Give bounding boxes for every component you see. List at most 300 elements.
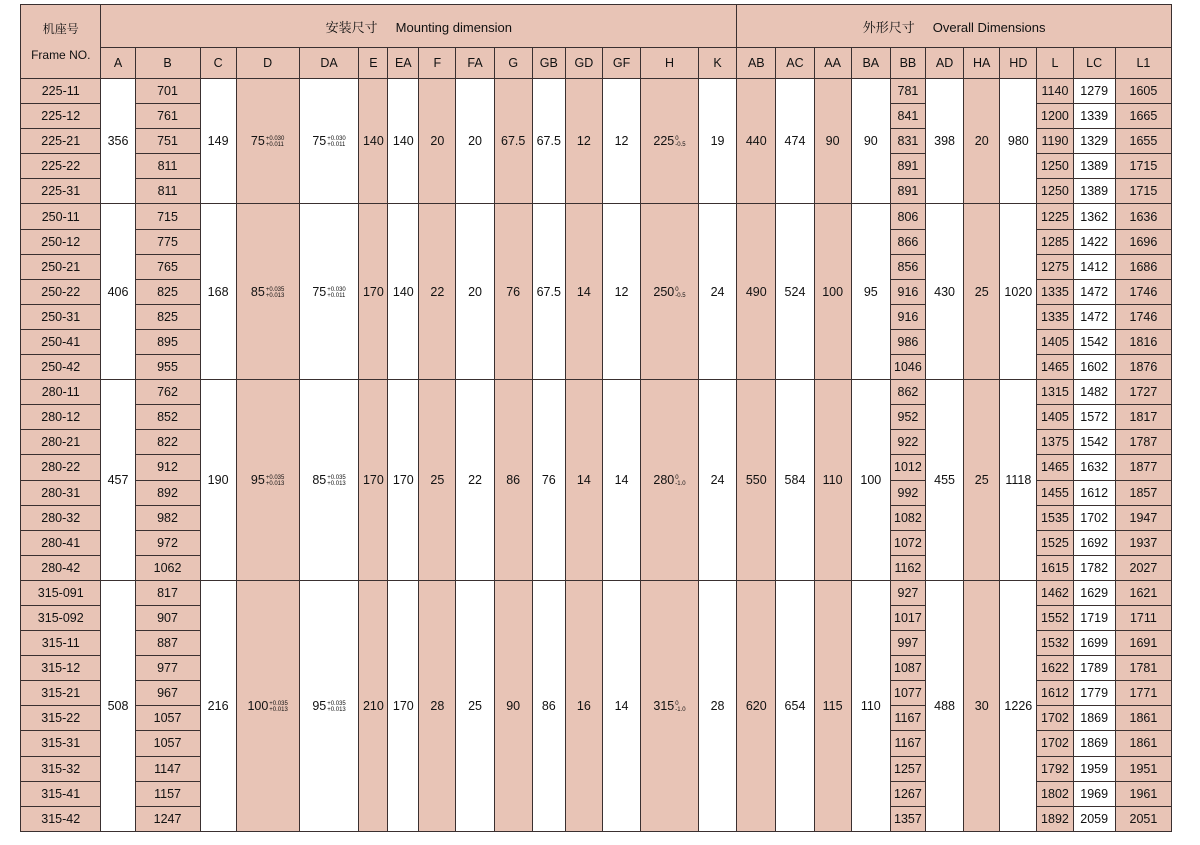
cell-bb: 1267 bbox=[890, 781, 925, 806]
cell-l: 1250 bbox=[1037, 154, 1073, 179]
frame-header bbox=[21, 5, 101, 79]
column-header: LC bbox=[1073, 48, 1115, 79]
cell-g: 76 bbox=[494, 204, 532, 380]
cell-h bbox=[641, 380, 699, 581]
cell-l: 1315 bbox=[1037, 380, 1073, 405]
cell-b: 762 bbox=[135, 380, 200, 405]
column-header: FA bbox=[456, 48, 494, 79]
cell-l1: 1961 bbox=[1115, 781, 1171, 806]
tolerance-upper: +0.035 bbox=[265, 286, 285, 293]
cell-b: 701 bbox=[135, 79, 200, 104]
cell-l1: 1771 bbox=[1115, 681, 1171, 706]
cell-lc: 1629 bbox=[1073, 580, 1115, 605]
frame-number-cell: 315-31 bbox=[21, 731, 101, 756]
cell-value: 95 bbox=[312, 698, 327, 713]
cell-b: 811 bbox=[135, 154, 200, 179]
cell-bb: 1017 bbox=[890, 605, 925, 630]
overall-dimension-header bbox=[737, 5, 1172, 48]
overall-header-en: Overall Dimensions bbox=[932, 19, 1046, 35]
cell-g: 90 bbox=[494, 580, 532, 831]
cell-lc: 1472 bbox=[1073, 304, 1115, 329]
cell-l: 1335 bbox=[1037, 304, 1073, 329]
mounting-dimension-header bbox=[101, 5, 737, 48]
dimension-table-body bbox=[21, 79, 1172, 832]
cell-ac: 474 bbox=[776, 79, 814, 204]
cell-hd: 980 bbox=[1000, 79, 1037, 204]
mounting-header-en: Mounting dimension bbox=[395, 19, 513, 35]
cell-gf: 12 bbox=[602, 204, 640, 380]
tolerance bbox=[327, 701, 346, 713]
tolerance bbox=[266, 136, 285, 148]
cell-hd: 1118 bbox=[1000, 380, 1037, 581]
frame-number-cell: 250-12 bbox=[21, 229, 101, 254]
column-header: AA bbox=[814, 48, 851, 79]
tolerance-upper: 0 bbox=[675, 474, 679, 481]
frame-number-cell: 280-31 bbox=[21, 480, 101, 505]
cell-gf: 14 bbox=[602, 580, 640, 831]
cell-da bbox=[299, 79, 359, 204]
cell-b: 775 bbox=[135, 229, 200, 254]
cell-l1: 1636 bbox=[1115, 204, 1171, 229]
cell-lc: 1789 bbox=[1073, 656, 1115, 681]
frame-number-cell: 315-092 bbox=[21, 605, 101, 630]
cell-b: 1062 bbox=[135, 555, 200, 580]
tolerance-upper: 0 bbox=[675, 700, 679, 707]
cell-lc: 1959 bbox=[1073, 756, 1115, 781]
cell-value: 250 bbox=[653, 284, 675, 299]
tolerance bbox=[327, 475, 346, 487]
frame-number-cell: 225-22 bbox=[21, 154, 101, 179]
frame-number-cell: 315-12 bbox=[21, 656, 101, 681]
cell-b: 1147 bbox=[135, 756, 200, 781]
cell-g: 86 bbox=[494, 380, 532, 581]
cell-l1: 1861 bbox=[1115, 706, 1171, 731]
cell-a: 356 bbox=[101, 79, 135, 204]
cell-lc: 1969 bbox=[1073, 781, 1115, 806]
cell-l1: 1746 bbox=[1115, 304, 1171, 329]
tolerance bbox=[269, 701, 288, 713]
cell-l1: 1746 bbox=[1115, 279, 1171, 304]
cell-l: 1275 bbox=[1037, 254, 1073, 279]
cell-lc: 1612 bbox=[1073, 480, 1115, 505]
cell-lc: 1692 bbox=[1073, 530, 1115, 555]
tolerance-upper: +0.035 bbox=[265, 474, 285, 481]
cell-l1: 1857 bbox=[1115, 480, 1171, 505]
cell-l1: 1817 bbox=[1115, 405, 1171, 430]
cell-ac: 584 bbox=[776, 380, 814, 581]
cell-gb: 86 bbox=[532, 580, 565, 831]
cell-lc: 1702 bbox=[1073, 505, 1115, 530]
cell-b: 825 bbox=[135, 279, 200, 304]
cell-da bbox=[299, 580, 359, 831]
cell-ad: 488 bbox=[925, 580, 963, 831]
cell-ha: 30 bbox=[964, 580, 1000, 831]
cell-ab: 550 bbox=[737, 380, 776, 581]
cell-l1: 1696 bbox=[1115, 229, 1171, 254]
cell-bb: 891 bbox=[890, 179, 925, 204]
cell-k: 28 bbox=[698, 580, 736, 831]
cell-l1: 1876 bbox=[1115, 355, 1171, 380]
cell-ea: 170 bbox=[388, 380, 419, 581]
cell-aa: 100 bbox=[814, 204, 851, 380]
cell-lc: 1279 bbox=[1073, 79, 1115, 104]
cell-b: 955 bbox=[135, 355, 200, 380]
tolerance bbox=[266, 287, 285, 299]
cell-ha: 25 bbox=[964, 380, 1000, 581]
frame-header-cn: 机座号 bbox=[42, 21, 79, 36]
cell-lc: 1602 bbox=[1073, 355, 1115, 380]
cell-l1: 1605 bbox=[1115, 79, 1171, 104]
tolerance bbox=[266, 475, 285, 487]
cell-aa: 115 bbox=[814, 580, 851, 831]
cell-l1: 1951 bbox=[1115, 756, 1171, 781]
cell-bb: 1072 bbox=[890, 530, 925, 555]
cell-d bbox=[236, 204, 299, 380]
frame-number-cell: 280-22 bbox=[21, 455, 101, 480]
cell-l1: 1655 bbox=[1115, 129, 1171, 154]
cell-ea: 140 bbox=[388, 204, 419, 380]
cell-b: 972 bbox=[135, 530, 200, 555]
tolerance-lower: +0.011 bbox=[327, 292, 346, 299]
tolerance bbox=[675, 701, 685, 713]
table-row bbox=[21, 580, 1172, 605]
mounting-header-cn: 安装尺寸 bbox=[325, 19, 378, 35]
frame-number-cell: 250-31 bbox=[21, 304, 101, 329]
cell-f: 20 bbox=[419, 79, 456, 204]
cell-l: 1465 bbox=[1037, 355, 1073, 380]
cell-fa: 22 bbox=[456, 380, 494, 581]
cell-lc: 1542 bbox=[1073, 430, 1115, 455]
cell-gf: 14 bbox=[602, 380, 640, 581]
cell-value: 75 bbox=[250, 134, 265, 149]
cell-ba: 95 bbox=[851, 204, 890, 380]
frame-number-cell: 225-12 bbox=[21, 104, 101, 129]
tolerance-upper: +0.030 bbox=[265, 135, 285, 142]
cell-da bbox=[299, 204, 359, 380]
tolerance-upper: 0 bbox=[675, 135, 679, 142]
cell-ac: 524 bbox=[776, 204, 814, 380]
column-header-row bbox=[21, 48, 1172, 79]
cell-l1: 1877 bbox=[1115, 455, 1171, 480]
tolerance-upper: 0 bbox=[675, 286, 679, 293]
cell-ba: 110 bbox=[851, 580, 890, 831]
cell-gf: 12 bbox=[602, 79, 640, 204]
cell-gd: 12 bbox=[565, 79, 602, 204]
cell-bb: 1012 bbox=[890, 455, 925, 480]
cell-l1: 1665 bbox=[1115, 104, 1171, 129]
cell-ha: 25 bbox=[964, 204, 1000, 380]
cell-bb: 1257 bbox=[890, 756, 925, 781]
frame-number-cell: 280-32 bbox=[21, 505, 101, 530]
column-header: HA bbox=[964, 48, 1000, 79]
cell-fa: 20 bbox=[456, 79, 494, 204]
cell-ad: 430 bbox=[925, 204, 963, 380]
cell-g: 67.5 bbox=[494, 79, 532, 204]
frame-number-cell: 280-42 bbox=[21, 555, 101, 580]
cell-lc: 1869 bbox=[1073, 706, 1115, 731]
cell-l: 1612 bbox=[1037, 681, 1073, 706]
cell-l1: 2027 bbox=[1115, 555, 1171, 580]
overall-header-cn: 外形尺寸 bbox=[862, 19, 915, 35]
column-header: E bbox=[359, 48, 388, 79]
cell-l1: 2051 bbox=[1115, 806, 1171, 831]
frame-number-cell: 315-21 bbox=[21, 681, 101, 706]
column-header: H bbox=[641, 48, 699, 79]
cell-c: 149 bbox=[200, 79, 236, 204]
cell-lc: 1542 bbox=[1073, 329, 1115, 354]
cell-b: 1057 bbox=[135, 731, 200, 756]
cell-b: 1157 bbox=[135, 781, 200, 806]
tolerance-lower: -1.0 bbox=[675, 480, 686, 487]
cell-l: 1702 bbox=[1037, 706, 1073, 731]
cell-fa: 20 bbox=[456, 204, 494, 380]
cell-lc: 1482 bbox=[1073, 380, 1115, 405]
cell-f: 25 bbox=[419, 380, 456, 581]
cell-gd: 16 bbox=[565, 580, 602, 831]
cell-l: 1552 bbox=[1037, 605, 1073, 630]
table-row bbox=[21, 380, 1172, 405]
frame-number-cell: 280-12 bbox=[21, 405, 101, 430]
cell-e: 210 bbox=[359, 580, 388, 831]
column-header: GD bbox=[565, 48, 602, 79]
cell-l: 1225 bbox=[1037, 204, 1073, 229]
cell-gb: 67.5 bbox=[532, 204, 565, 380]
cell-value: 85 bbox=[312, 473, 327, 487]
frame-header-en: Frame NO. bbox=[31, 47, 91, 62]
cell-aa: 90 bbox=[814, 79, 851, 204]
dimension-table bbox=[20, 4, 1172, 832]
cell-d bbox=[236, 380, 299, 581]
cell-b: 892 bbox=[135, 480, 200, 505]
cell-bb: 927 bbox=[890, 580, 925, 605]
cell-ab: 620 bbox=[737, 580, 776, 831]
column-header: GF bbox=[602, 48, 640, 79]
column-header: C bbox=[200, 48, 236, 79]
cell-ad: 455 bbox=[925, 380, 963, 581]
cell-l1: 1781 bbox=[1115, 656, 1171, 681]
column-header: GB bbox=[532, 48, 565, 79]
dimension-table-wrapper bbox=[20, 4, 1172, 832]
column-header: L1 bbox=[1115, 48, 1171, 79]
cell-c: 216 bbox=[200, 580, 236, 831]
cell-lc: 1329 bbox=[1073, 129, 1115, 154]
cell-bb: 1087 bbox=[890, 656, 925, 681]
cell-l: 1792 bbox=[1037, 756, 1073, 781]
cell-bb: 986 bbox=[890, 329, 925, 354]
cell-b: 912 bbox=[135, 455, 200, 480]
column-header: D bbox=[236, 48, 299, 79]
cell-lc: 1782 bbox=[1073, 555, 1115, 580]
cell-value: 95 bbox=[250, 473, 265, 487]
cell-b: 811 bbox=[135, 179, 200, 204]
cell-b: 907 bbox=[135, 605, 200, 630]
tolerance-lower: +0.013 bbox=[327, 480, 346, 487]
cell-l: 1250 bbox=[1037, 179, 1073, 204]
cell-bb: 922 bbox=[890, 430, 925, 455]
cell-l1: 1787 bbox=[1115, 430, 1171, 455]
cell-gb: 76 bbox=[532, 380, 565, 581]
cell-lc: 1869 bbox=[1073, 731, 1115, 756]
cell-b: 817 bbox=[135, 580, 200, 605]
cell-value: 280 bbox=[653, 473, 675, 487]
cell-l1: 1727 bbox=[1115, 380, 1171, 405]
cell-lc: 1412 bbox=[1073, 254, 1115, 279]
tolerance bbox=[675, 136, 685, 148]
column-header: EA bbox=[388, 48, 419, 79]
cell-l: 1455 bbox=[1037, 480, 1073, 505]
cell-fa: 25 bbox=[456, 580, 494, 831]
cell-bb: 992 bbox=[890, 480, 925, 505]
tolerance-lower: +0.013 bbox=[265, 292, 285, 299]
cell-l: 1190 bbox=[1037, 129, 1073, 154]
cell-lc: 1389 bbox=[1073, 179, 1115, 204]
cell-bb: 831 bbox=[890, 129, 925, 154]
cell-bb: 806 bbox=[890, 204, 925, 229]
cell-ea: 170 bbox=[388, 580, 419, 831]
cell-value: 315 bbox=[653, 698, 675, 713]
cell-l: 1535 bbox=[1037, 505, 1073, 530]
cell-l: 1525 bbox=[1037, 530, 1073, 555]
cell-d bbox=[236, 580, 299, 831]
cell-f: 22 bbox=[419, 204, 456, 380]
cell-lc: 1699 bbox=[1073, 631, 1115, 656]
tolerance-upper: +0.035 bbox=[327, 474, 346, 481]
cell-l: 1622 bbox=[1037, 656, 1073, 681]
cell-bb: 1082 bbox=[890, 505, 925, 530]
cell-da bbox=[299, 380, 359, 581]
cell-ea: 140 bbox=[388, 79, 419, 204]
tolerance-upper: +0.035 bbox=[269, 700, 288, 707]
frame-number-cell: 225-11 bbox=[21, 79, 101, 104]
cell-l: 1375 bbox=[1037, 430, 1073, 455]
cell-l: 1702 bbox=[1037, 731, 1073, 756]
cell-l: 1465 bbox=[1037, 455, 1073, 480]
cell-b: 977 bbox=[135, 656, 200, 681]
cell-value: 100 bbox=[247, 698, 269, 713]
table-row bbox=[21, 204, 1172, 229]
cell-b: 852 bbox=[135, 405, 200, 430]
column-header: AD bbox=[925, 48, 963, 79]
column-header: A bbox=[101, 48, 135, 79]
frame-number-cell: 250-22 bbox=[21, 279, 101, 304]
cell-l1: 1937 bbox=[1115, 530, 1171, 555]
cell-b: 765 bbox=[135, 254, 200, 279]
cell-lc: 1422 bbox=[1073, 229, 1115, 254]
cell-aa: 110 bbox=[814, 380, 851, 581]
cell-h bbox=[641, 204, 699, 380]
cell-value: 75 bbox=[312, 134, 327, 149]
cell-ab: 440 bbox=[737, 79, 776, 204]
cell-bb: 1167 bbox=[890, 706, 925, 731]
cell-gb: 67.5 bbox=[532, 79, 565, 204]
cell-a: 406 bbox=[101, 204, 135, 380]
cell-gd: 14 bbox=[565, 380, 602, 581]
cell-lc: 1779 bbox=[1073, 681, 1115, 706]
cell-l1: 1621 bbox=[1115, 580, 1171, 605]
column-header: B bbox=[135, 48, 200, 79]
cell-gd: 14 bbox=[565, 204, 602, 380]
cell-bb: 781 bbox=[890, 79, 925, 104]
frame-number-cell: 315-42 bbox=[21, 806, 101, 831]
tolerance-lower: +0.011 bbox=[265, 141, 284, 148]
cell-h bbox=[641, 580, 699, 831]
tolerance-lower: -0.5 bbox=[675, 292, 686, 299]
cell-lc: 1632 bbox=[1073, 455, 1115, 480]
tolerance-lower: +0.013 bbox=[269, 706, 288, 713]
cell-l: 1285 bbox=[1037, 229, 1073, 254]
cell-l1: 1691 bbox=[1115, 631, 1171, 656]
cell-l1: 1861 bbox=[1115, 731, 1171, 756]
column-header: AB bbox=[737, 48, 776, 79]
cell-l: 1892 bbox=[1037, 806, 1073, 831]
cell-c: 168 bbox=[200, 204, 236, 380]
cell-bb: 891 bbox=[890, 154, 925, 179]
frame-number-cell: 315-11 bbox=[21, 631, 101, 656]
cell-bb: 1077 bbox=[890, 681, 925, 706]
cell-ba: 100 bbox=[851, 380, 890, 581]
cell-b: 1247 bbox=[135, 806, 200, 831]
cell-e: 170 bbox=[359, 204, 388, 380]
cell-lc: 1719 bbox=[1073, 605, 1115, 630]
cell-l1: 1715 bbox=[1115, 179, 1171, 204]
frame-number-cell: 280-21 bbox=[21, 430, 101, 455]
cell-l: 1462 bbox=[1037, 580, 1073, 605]
column-header: DA bbox=[299, 48, 359, 79]
cell-bb: 862 bbox=[890, 380, 925, 405]
cell-b: 825 bbox=[135, 304, 200, 329]
cell-lc: 1472 bbox=[1073, 279, 1115, 304]
tolerance-lower: +0.011 bbox=[327, 141, 346, 148]
tolerance-upper: +0.030 bbox=[327, 286, 346, 293]
cell-l1: 1947 bbox=[1115, 505, 1171, 530]
cell-value: 75 bbox=[312, 284, 327, 299]
cell-e: 140 bbox=[359, 79, 388, 204]
cell-l: 1335 bbox=[1037, 279, 1073, 304]
cell-value: 85 bbox=[250, 284, 265, 299]
column-header: BA bbox=[851, 48, 890, 79]
cell-l: 1200 bbox=[1037, 104, 1073, 129]
cell-l: 1140 bbox=[1037, 79, 1073, 104]
cell-l1: 1711 bbox=[1115, 605, 1171, 630]
frame-number-cell: 250-11 bbox=[21, 204, 101, 229]
cell-lc: 1362 bbox=[1073, 204, 1115, 229]
cell-bb: 952 bbox=[890, 405, 925, 430]
tolerance bbox=[327, 136, 346, 148]
cell-bb: 1357 bbox=[890, 806, 925, 831]
frame-number-cell: 250-41 bbox=[21, 329, 101, 354]
frame-number-cell: 315-32 bbox=[21, 756, 101, 781]
cell-hd: 1020 bbox=[1000, 204, 1037, 380]
cell-b: 761 bbox=[135, 104, 200, 129]
cell-d bbox=[236, 79, 299, 204]
cell-lc: 2059 bbox=[1073, 806, 1115, 831]
cell-bb: 1046 bbox=[890, 355, 925, 380]
cell-c: 190 bbox=[200, 380, 236, 581]
cell-ac: 654 bbox=[776, 580, 814, 831]
tolerance-upper: +0.030 bbox=[327, 135, 346, 142]
cell-e: 170 bbox=[359, 380, 388, 581]
tolerance bbox=[327, 287, 346, 299]
column-header: G bbox=[494, 48, 532, 79]
cell-h bbox=[641, 79, 699, 204]
cell-l: 1532 bbox=[1037, 631, 1073, 656]
frame-number-cell: 250-21 bbox=[21, 254, 101, 279]
frame-number-cell: 315-22 bbox=[21, 706, 101, 731]
cell-value: 225 bbox=[653, 134, 675, 149]
frame-number-cell: 225-31 bbox=[21, 179, 101, 204]
cell-bb: 916 bbox=[890, 279, 925, 304]
cell-bb: 866 bbox=[890, 229, 925, 254]
